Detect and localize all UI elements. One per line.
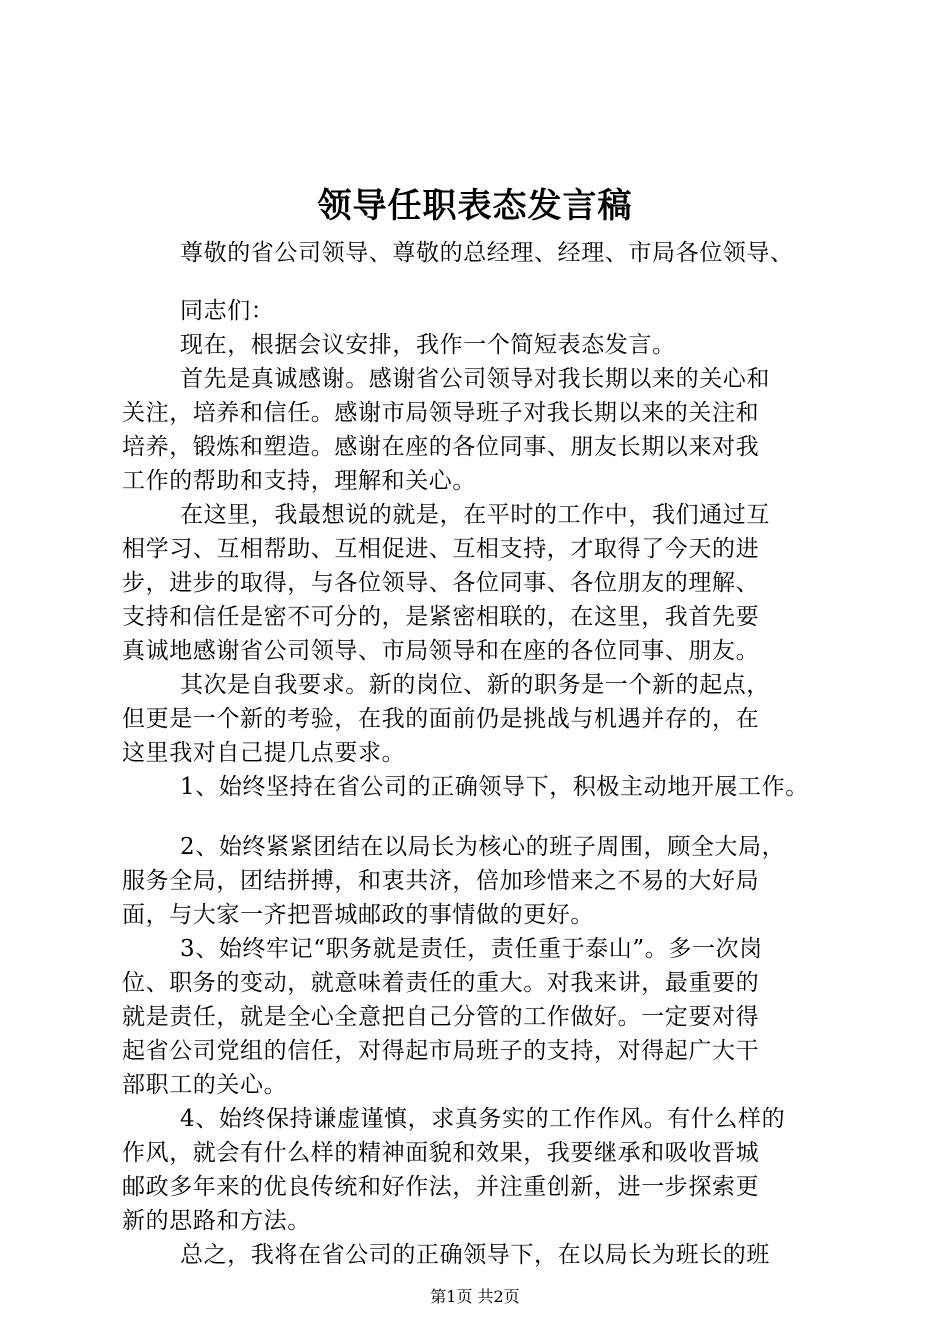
paragraph-line: 部职工的关心。 (122, 1072, 288, 1098)
paragraph-line: 尊敬的省公司领导、尊敬的总经理、经理、市局各位领导、 (180, 240, 794, 266)
paragraph-line: 现在，根据会议安排，我作一个简短表态发言。 (180, 332, 676, 358)
paragraph-line: 步，进步的取得，与各位领导、各位同事、各位朋友的理解、 (122, 570, 760, 596)
paragraph-line: 面，与大家一齐把晋城邮政的事情做的更好。 (122, 902, 594, 928)
document-title: 领导任职表态发言稿 (317, 186, 633, 226)
paragraph-line: 培养，锻炼和塑造。感谢在座的各位同事、朋友长期以来对我 (122, 434, 760, 460)
paragraph-line: 4、始终保持谦虚谨慎，求真务实的工作作风。有什么样的 (180, 1106, 786, 1132)
paragraph-line: 工作的帮助和支持，理解和关心。 (122, 468, 476, 494)
paragraph-line: 首先是真诚感谢。感谢省公司领导对我长期以来的关心和 (180, 366, 770, 392)
paragraph-line: 同志们： (180, 298, 275, 324)
paragraph-line: 真诚地感谢省公司领导、市局领导和在座的各位同事、朋友。 (122, 638, 760, 664)
paragraph-line: 其次是自我要求。新的岗位、新的职务是一个新的起点， (180, 672, 770, 698)
paragraph-line: 邮政多年来的优良传统和好作法，并注重创新，进一步探索更 (122, 1174, 760, 1200)
paragraph-line: 2、始终紧紧团结在以局长为核心的班子周围，顾全大局， (180, 834, 786, 860)
paragraph-line: 但更是一个新的考验，在我的面前仍是挑战与机遇并存的，在 (122, 706, 760, 732)
paragraph-line: 新的思路和方法。 (122, 1208, 311, 1234)
paragraph-line: 在这里，我最想说的就是，在平时的工作中，我们通过互 (180, 502, 770, 528)
page-number: 第1页 共2页 (430, 1287, 520, 1306)
paragraph-line: 服务全局，团结拼搏，和衷共济，倍加珍惜来之不易的大好局 (122, 868, 760, 894)
paragraph-line: 位、职务的变动，就意味着责任的重大。对我来讲，最重要的 (122, 970, 760, 996)
paragraph-line: 1、始终坚持在省公司的正确领导下，积极主动地开展工作。 (180, 774, 809, 800)
paragraph-line: 相学习、互相帮助、互相促进、互相支持，才取得了今天的进 (122, 536, 760, 562)
paragraph-line: 3、始终牢记“职务就是责任，责任重于泰山”。多一次岗 (180, 936, 763, 962)
paragraph-line: 作风，就会有什么样的精神面貌和效果，我要继承和吸收晋城 (122, 1140, 760, 1166)
paragraph-line: 这里我对自己提几点要求。 (122, 740, 406, 766)
paragraph-line: 就是责任，就是全心全意把自己分管的工作做好。一定要对得 (122, 1004, 760, 1030)
paragraph-line: 支持和信任是密不可分的，是紧密相联的，在这里，我首先要 (122, 604, 760, 630)
paragraph-line: 起省公司党组的信任，对得起市局班子的支持，对得起广大干 (122, 1038, 760, 1064)
paragraph-line: 总之，我将在省公司的正确领导下，在以局长为班长的班 (180, 1242, 770, 1268)
paragraph-line: 关注，培养和信任。感谢市局领导班子对我长期以来的关注和 (122, 400, 760, 426)
